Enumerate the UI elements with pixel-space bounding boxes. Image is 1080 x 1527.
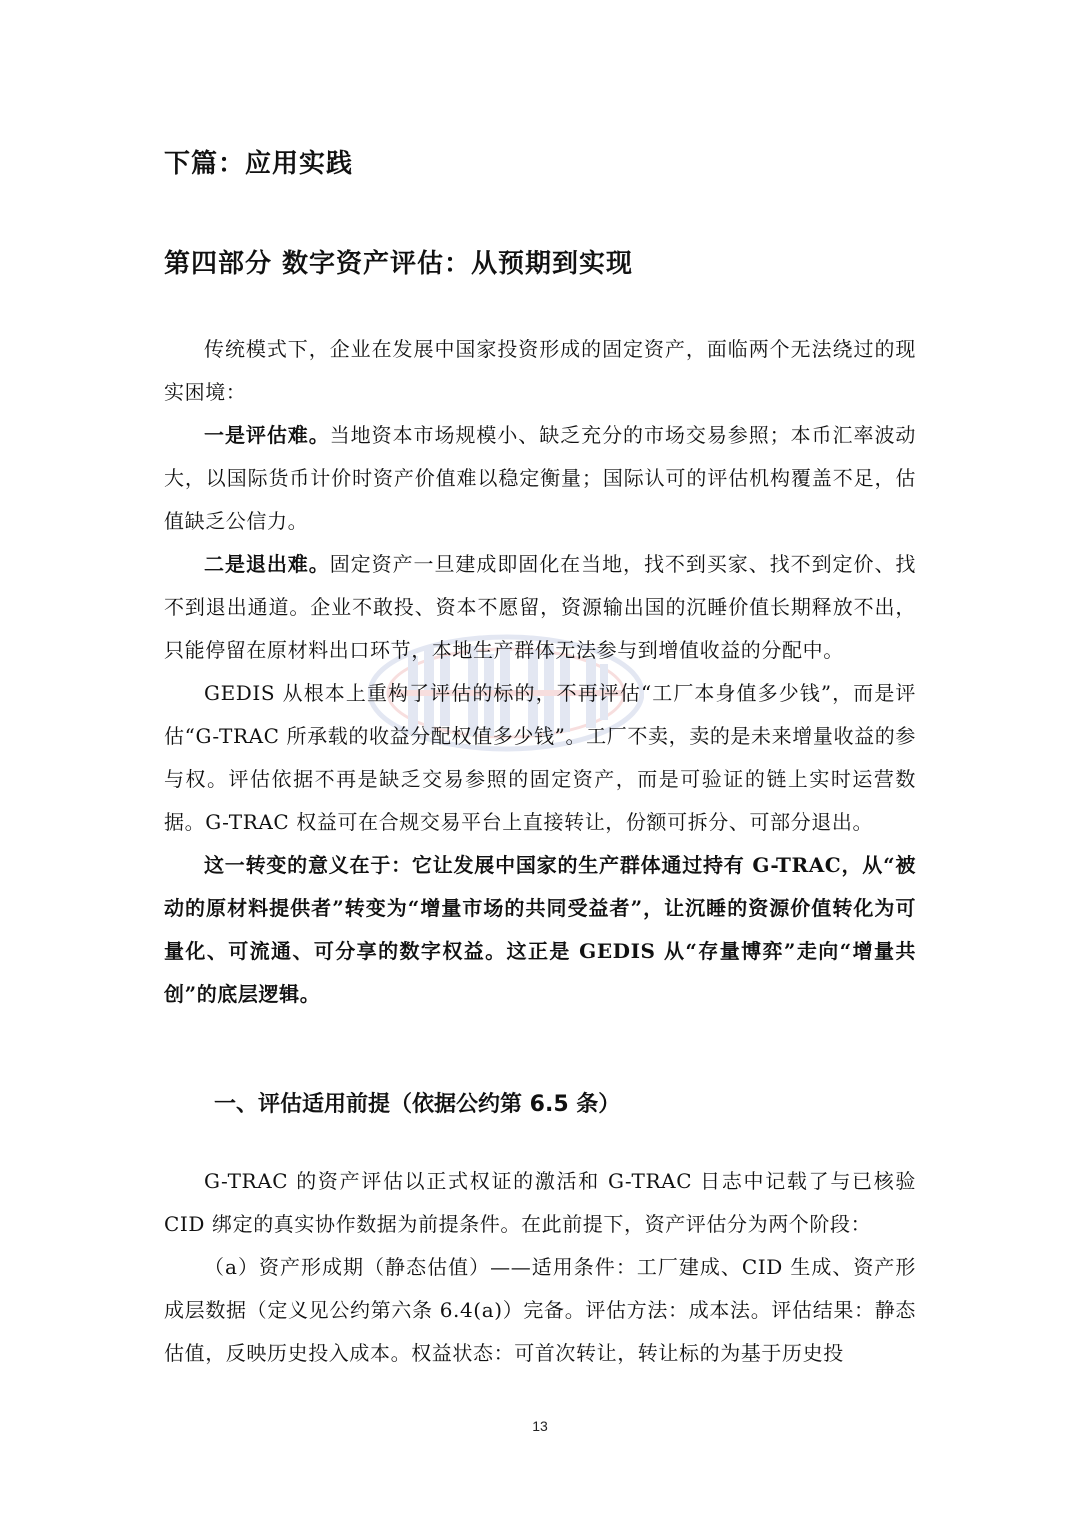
exit-difficulty-lead: 二是退出难。 <box>204 552 330 576</box>
exit-difficulty-text: 固定资产一旦建成即固化在当地，找不到买家、找不到定价、找不到退出通道。企业不敢投、资本不愿留，资源输出国的沉睡价值长期释放不出，只能停留在原材料出口环节，本地生产群体无法参与到增值收益的分配中。 <box>164 552 916 662</box>
evaluation-difficulty-text: 当地资本市场规模小、缺乏充分的市场交易参照；本币汇率波动大，以国际货币计价时资产价值难以稳定衡量；国际认可的评估机构覆盖不足，估值缺乏公信力。 <box>164 423 916 533</box>
significance-paragraph: 这一转变的意义在于：它让发展中国家的生产群体通过持有 G-TRAC，从“被动的原材料提供者”转变为“增量市场的共同受益者”，让沉睡的资源价值转化为可量化、可流通、可分享的数字权益。这正是 GEDIS 从“存量博弈”走向“增量共创”的底层逻辑。 <box>164 853 916 1006</box>
evaluation-difficulty-lead: 一是评估难。 <box>204 423 330 447</box>
intro-paragraph: 传统模式下，企业在发展中国家投资形成的固定资产，面临两个无法绕过的现实困境： <box>164 337 916 404</box>
subsection-title: 一、评估适用前提（依据公约第 6.5 条） <box>214 1092 621 1117</box>
page-number: 13 <box>532 1418 548 1434</box>
intro-body <box>164 328 916 1016</box>
exit-difficulty-paragraph <box>164 543 916 672</box>
static-valuation-paragraph: （a）资产形成期（静态估值）——适用条件：工厂建成、CID 生成、资产形成层数据（定义见公约第六条 6.4(a)）完备。评估方法：成本法。评估结果：静态估值，反映历史投入成本。权益状态：可首次转让，转让标的为基于历史投 <box>164 1255 916 1365</box>
subsection-body <box>164 1160 916 1375</box>
gedis-paragraph: GEDIS 从根本上重构了评估的标的，不再评估“工厂本身值多少钱”，而是评估“G-TRAC 所承载的收益分配权值多少钱”。工厂不卖，卖的是未来增量收益的参与权。评估依据不再是缺乏交易参照的固定资产，而是可验证的链上实时运营数据。G-TRAC 权益可在合规交易平台上直接转让，份额可拆分、可部分退出。 <box>164 681 916 834</box>
premise-paragraph: G-TRAC 的资产评估以正式权证的激活和 G-TRAC 日志中记载了与已核验 CID 绑定的真实协作数据为前提条件。在此前提下，资产评估分为两个阶段： <box>164 1169 916 1236</box>
section-title: 第四部分 数字资产评估：从预期到实现 <box>164 249 634 279</box>
evaluation-difficulty-paragraph <box>164 414 916 543</box>
part-title: 下篇：应用实践 <box>164 149 354 179</box>
